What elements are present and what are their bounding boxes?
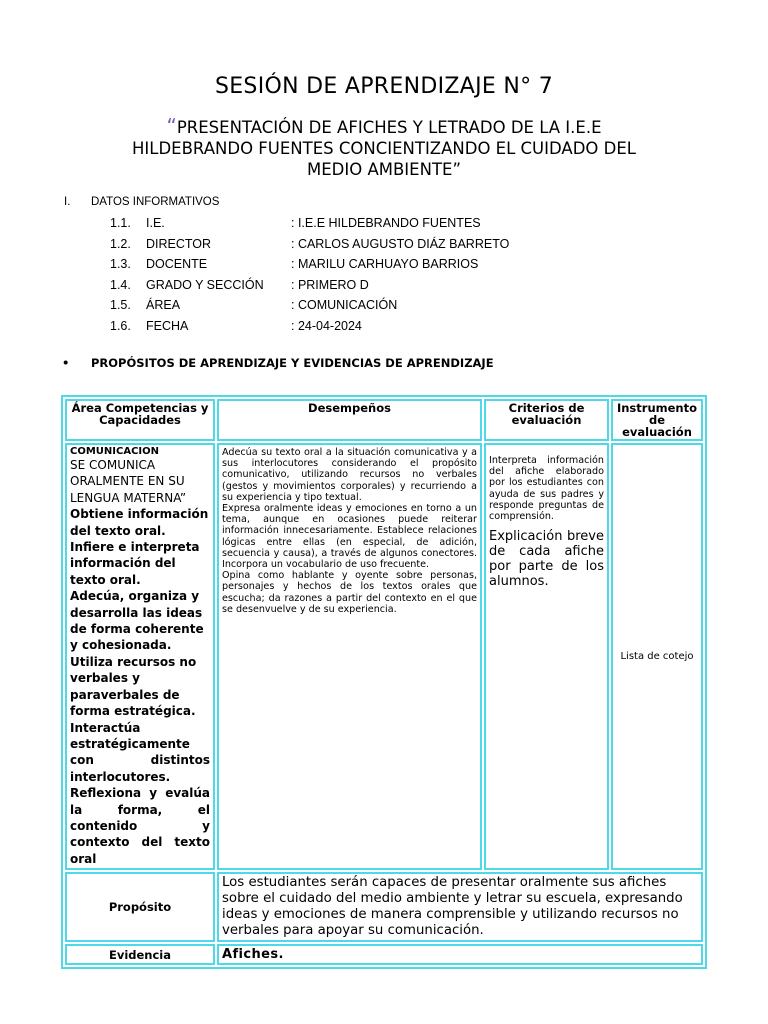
subtitle-open-quote: “ — [166, 114, 177, 138]
info-number: 1.1. — [110, 216, 131, 230]
info-number: 1.5. — [110, 298, 131, 312]
proposito-text: Los estudiantes serán capaces de presentar oralmente sus afiches sobre el cuidado del medio ambiente y letrar su escuela, expresando ideas y emociones de manera comprensible y utilizando recursos no verbales para apoyar su comunicación. — [217, 872, 703, 942]
subtitle-text: PRESENTACIÓN DE AFICHES Y LETRADO DE LA I.E.E HILDEBRANDO FUENTES CONCIENTIZANDO EL CUIDADO DEL MEDIO AMBIENTE” — [132, 118, 636, 179]
capacidad-item: Reflexiona y evalúa la forma, el contenido y contexto del texto oral — [70, 786, 210, 866]
info-number: 1.4. — [110, 278, 131, 292]
section-number: I. — [64, 196, 71, 208]
table-row-proposito — [65, 872, 703, 942]
criterio-item: Interpreta información del afiche elaborado por los estudiantes con ayuda de sus padres y responde preguntas de comprensión. — [489, 455, 604, 523]
info-number: 1.3. — [110, 257, 131, 271]
capacidad-item: Infiere e interpreta información del texto oral. — [70, 540, 200, 587]
info-value: : 24-04-2024 — [291, 319, 362, 333]
desempeno-item: Opina como hablante y oyente sobre personas, personajes y hechos de los textos orales que escucha; da razones a partir del contexto en el que se desenvuelve y de su experiencia. — [222, 570, 477, 615]
section-label: PROPÓSITOS DE APRENDIZAJE Y EVIDENCIAS DE APRENDIZAJE — [91, 356, 494, 370]
info-value: : PRIMERO D — [291, 278, 369, 292]
info-number: 1.2. — [110, 237, 131, 251]
table-header-row — [65, 399, 703, 441]
info-key: I.E. — [146, 216, 165, 230]
capacidad-item: Obtiene información del texto oral. — [70, 507, 209, 538]
learning-table — [61, 395, 707, 969]
info-key: ÁREA — [146, 298, 181, 312]
criterio-item: Explicación breve de cada afiche por parte de los alumnos. — [489, 529, 604, 590]
competencia-text: SE COMUNICA ORALMENTE EN SU LENGUA MATERNA” — [70, 458, 187, 505]
desempeno-item: Expresa oralmente ideas y emociones en torno a un tema, aunque en ocasiones puede reiterar información innecesariamente. Establece relaciones lógicas entre ellas (en especial, de adición, secuencia y causa), a través de algunos conectores. Incorpora un vocabulario de uso frecuente. — [222, 503, 477, 571]
header-area: Área Competencias y Capacidades — [65, 399, 215, 441]
capacidad-item: Utiliza recursos no verbales y paraverbales de forma estratégica. — [70, 654, 197, 719]
area-name: COMUNICACION — [70, 446, 160, 457]
info-value: : COMUNICACIÓN — [291, 298, 398, 312]
bullet-icon: • — [62, 356, 70, 370]
info-number: 1.6. — [110, 319, 131, 333]
info-key: FECHA — [146, 319, 189, 333]
info-value: : I.E.E HILDEBRANDO FUENTES — [291, 216, 481, 230]
competencias-cell — [65, 443, 215, 870]
session-subtitle — [120, 116, 648, 180]
table-row — [65, 443, 703, 870]
header-criterios: Criterios de evaluación — [484, 399, 609, 441]
desempenos-cell — [217, 443, 482, 870]
instrumento-cell: Lista de cotejo — [611, 443, 703, 870]
page-title: SESIÓN DE APRENDIZAJE N° 7 — [214, 74, 554, 99]
section-label: DATOS INFORMATIVOS — [91, 196, 220, 208]
proposito-label: Propósito — [65, 872, 215, 942]
info-value: : CARLOS AUGUSTO DIÁZ BARRETO — [291, 237, 510, 251]
capacidad-item: Interactúa estratégicamente con distintos interlocutores. — [70, 720, 210, 784]
desempeno-item: Adecúa su texto oral a la situación comunicativa y a sus interlocutores considerando el propósito comunicativo, utilizando recursos no verbales (gestos y movimientos corporales) y recurriendo a su experiencia y tipo textual. — [222, 447, 477, 503]
criterios-cell — [484, 443, 609, 870]
info-key: DIRECTOR — [146, 237, 212, 251]
info-value: : MARILU CARHUAYO BARRIOS — [291, 257, 479, 271]
header-instrumento: Instrumento de evaluación — [611, 399, 703, 441]
header-desempenos: Desempeños — [217, 399, 482, 441]
info-key: DOCENTE — [146, 257, 208, 271]
info-key: GRADO Y SECCIÓN — [146, 278, 264, 292]
evidencia-label: Evidencia — [65, 944, 215, 965]
capacidad-item: Adecúa, organiza y desarrolla las ideas de forma coherente y cohesionada. — [70, 589, 204, 653]
evidencia-text: Afiches. — [217, 944, 703, 965]
table-row-evidencia — [65, 944, 703, 965]
